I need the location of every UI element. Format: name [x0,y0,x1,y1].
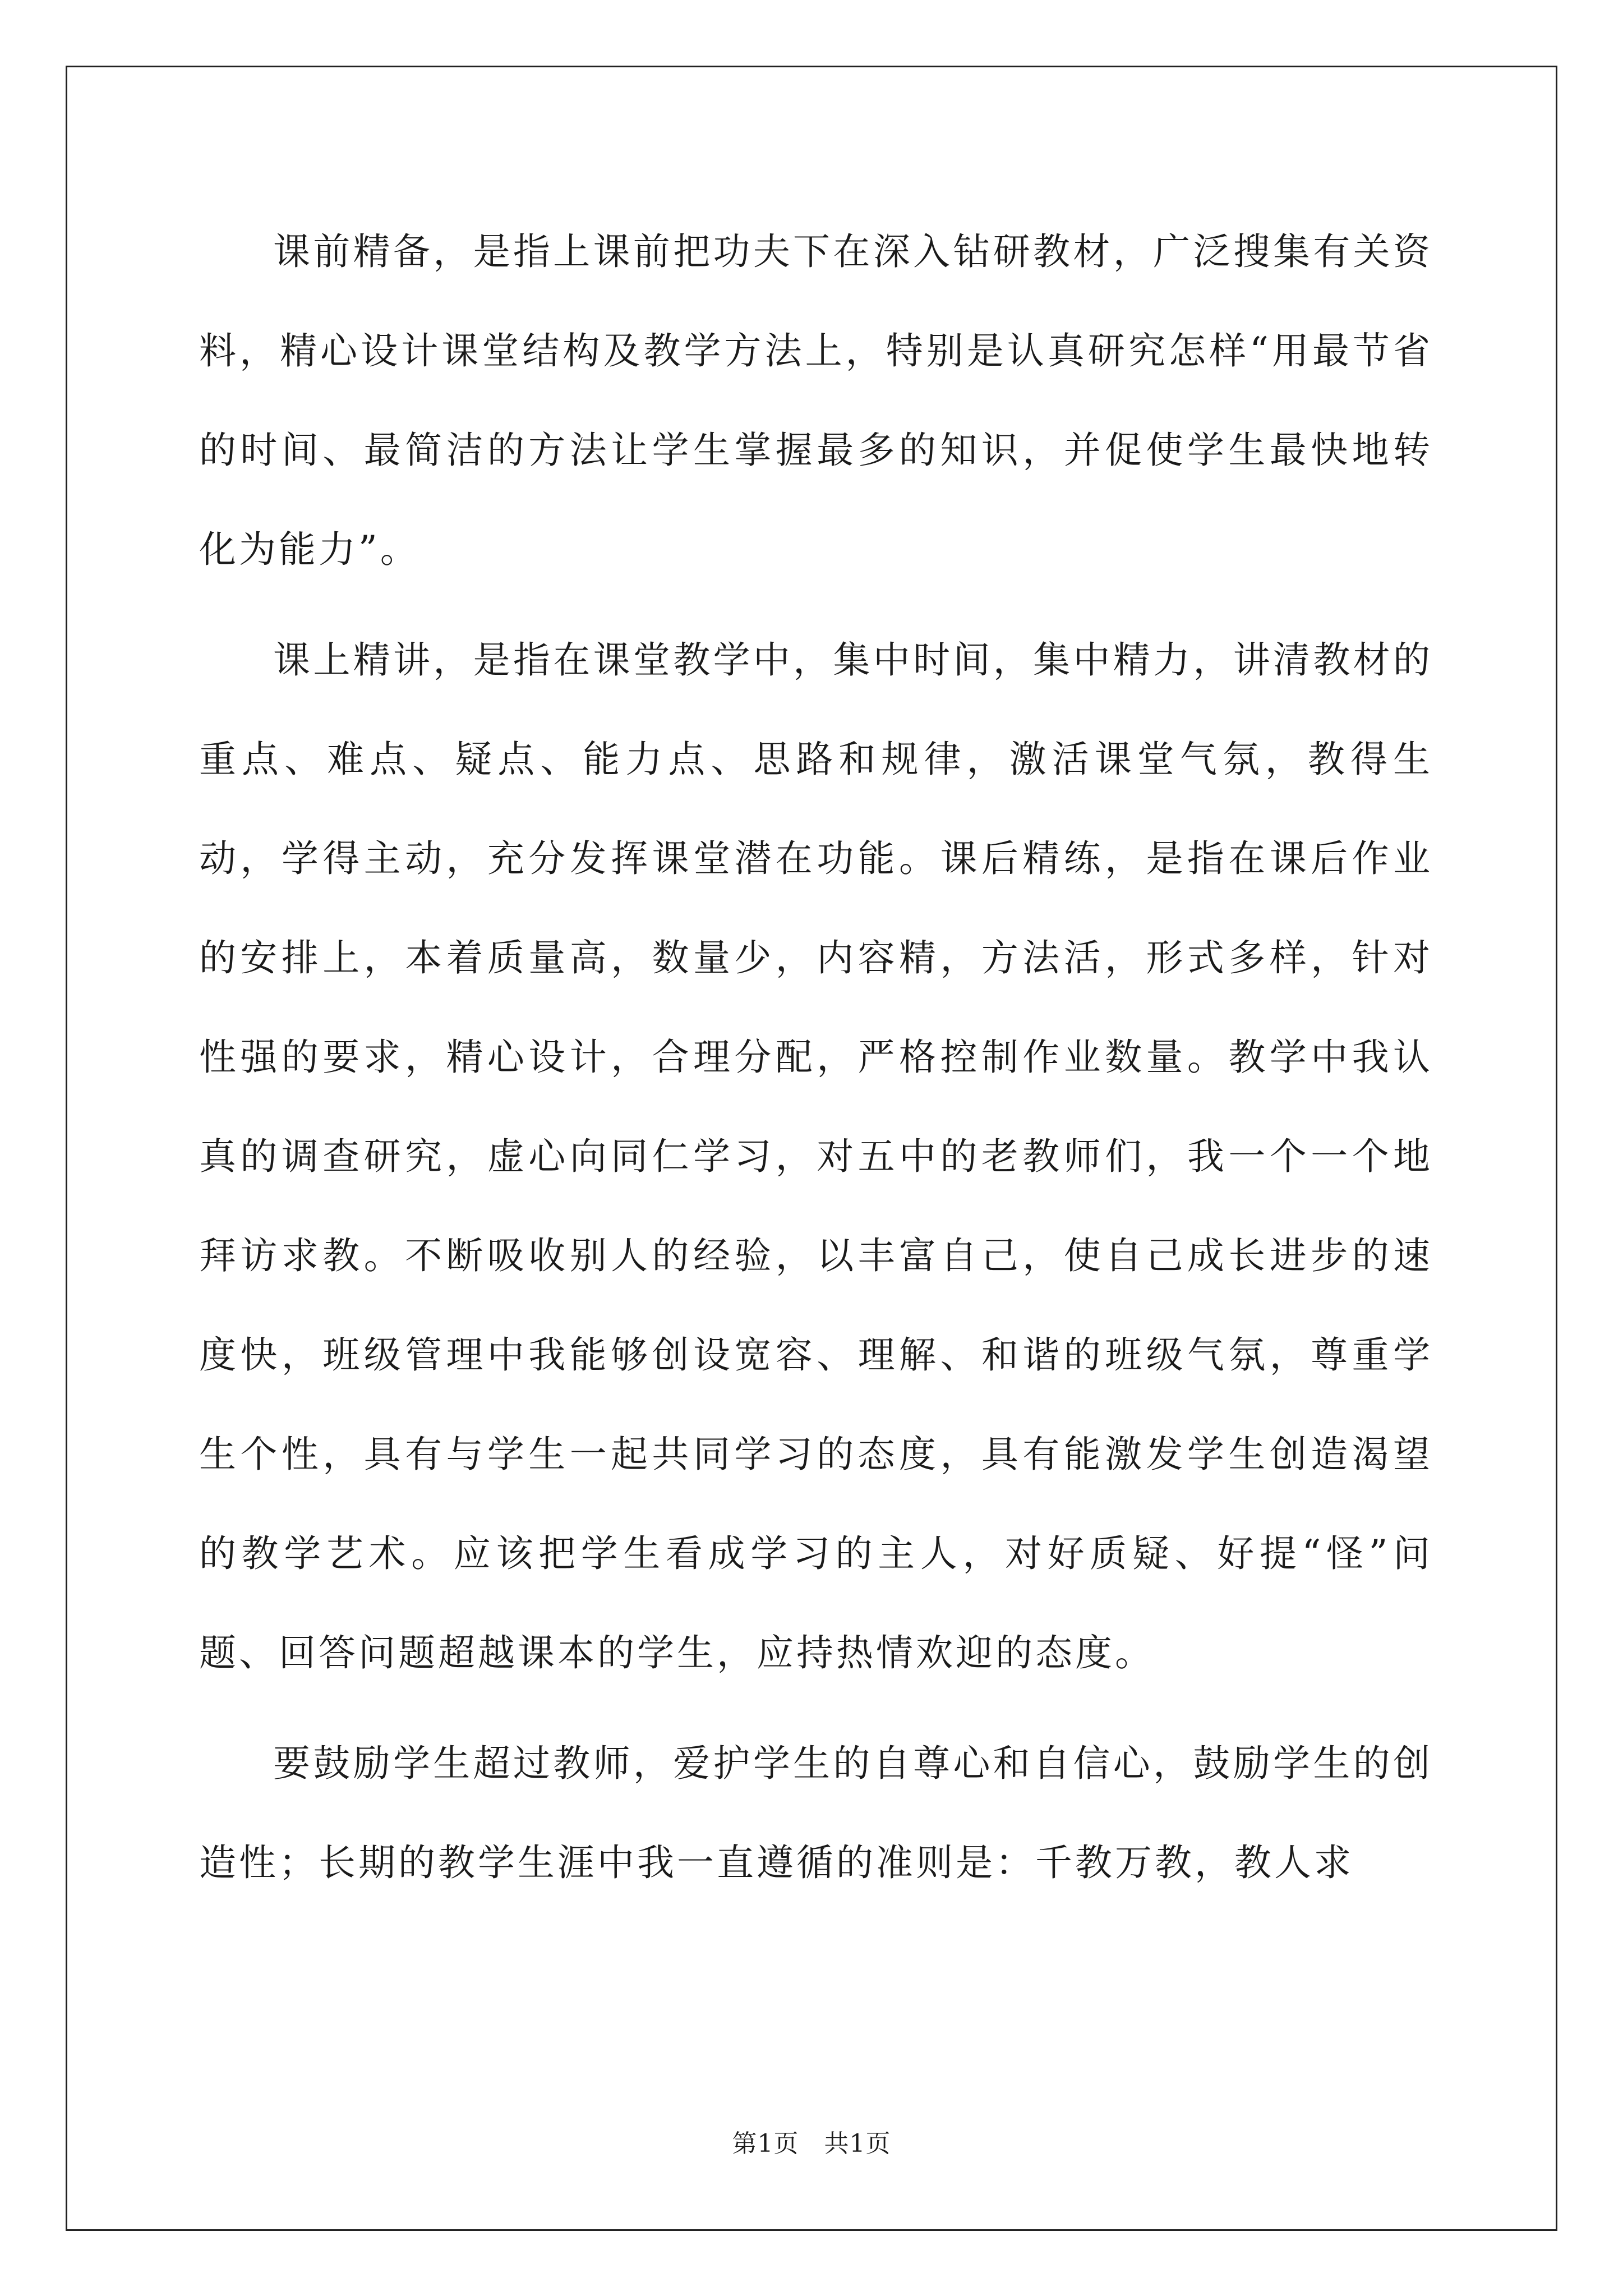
paragraph-2: 课上精讲，是指在课堂教学中，集中时间，集中精力，讲清教材的重点、难点、疑点、能力点、思路和规律，激活课堂气氛，教得生动，学得主动，充分发挥课堂潜在功能。课后精练，是指在课后作业的安排上，本着质量高，数量少，内容精，方法活，形式多样，针对性强的要求，精心设计，合理分配，严格控制作业数量。教学中我认真的调查研究，虚心向同仁学习，对五中的老教师们，我一个一个地拜访求教。不断吸收别人的经验，以丰富自己，使自己成长进步的速度快，班级管理中我能够创设宽容、理解、和谐的班级气氛，尊重学生个性，具有与学生一起共同学习的态度，具有能激发学生创造渴望的教学艺术。应该把学生看成学习的主人，对好质疑、好提“怪”问题、回答问题超越课本的学生，应持热情欢迎的态度。 [199,638,1433,1674]
page-footer [0,2127,1623,2161]
page-total: 共1页 [824,2129,891,2158]
paragraph-1: 课前精备，是指上课前把功夫下在深入钻研教材，广泛搜集有关资料，精心设计课堂结构及教学方法上，特别是认真研究怎样“用最节省的时间、最简洁的方法让学生掌握最多的知识，并促使学生最快地转化为能力”。 [199,230,1433,571]
page-number: 第1页 [732,2129,799,2158]
document-body [199,202,1433,1924]
paragraph-3: 要鼓励学生超过教师，爱护学生的自尊心和自信心，鼓励学生的创造性；长期的教学生涯中我一直遵循的准则是：千教万教，教人求 [199,1742,1433,1884]
